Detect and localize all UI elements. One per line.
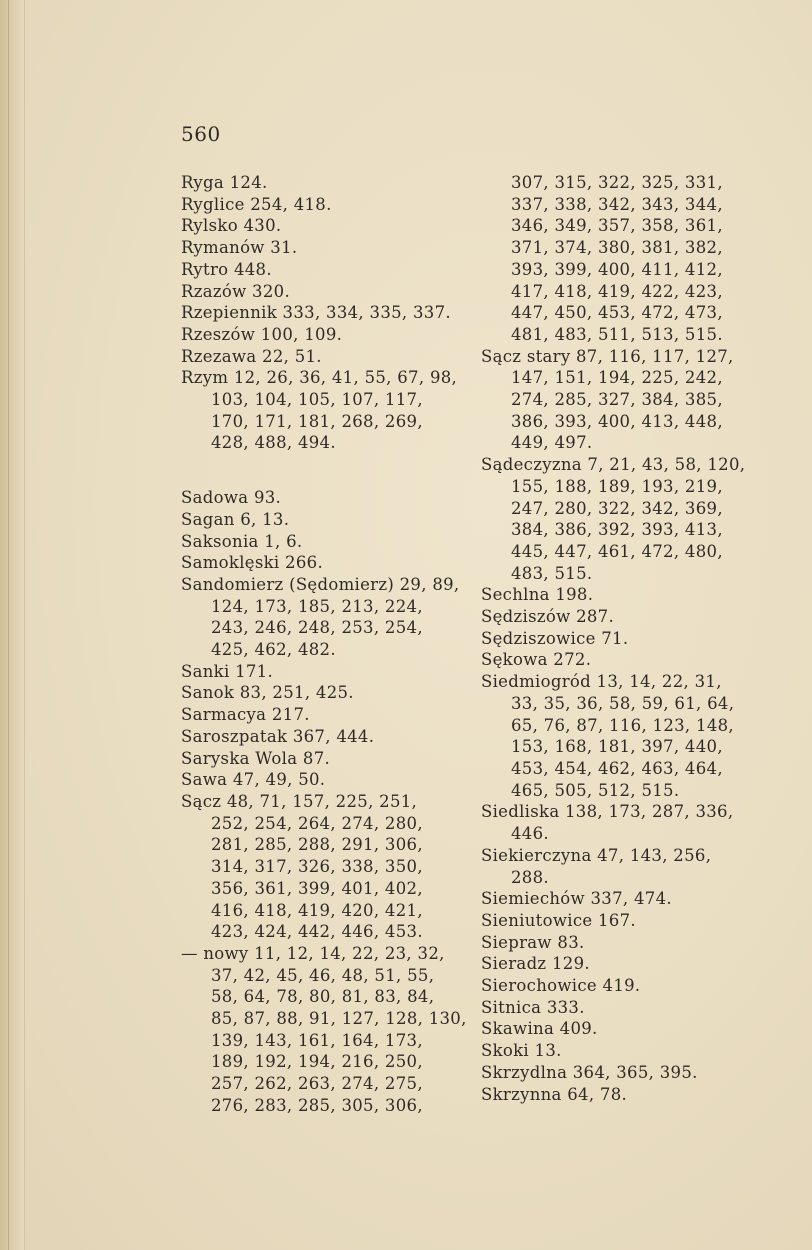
index-entry-continuation-line: 384, 386, 392, 393, 413, bbox=[511, 520, 723, 540]
index-entry-continuation-line: 449, 497. bbox=[511, 433, 593, 453]
index-entry-heading-line: Rzeszów 100, 109. bbox=[181, 324, 343, 344]
index-entry-continuation-line: 417, 418, 419, 422, 423, bbox=[511, 281, 723, 301]
index-entry-heading-line: Sadowa 93. bbox=[181, 488, 282, 508]
index-entry-continuation-line: 446. bbox=[511, 824, 549, 844]
index-entry bbox=[181, 172, 461, 194]
index-entry-heading-line: Rzazów 320. bbox=[181, 281, 290, 301]
index-entry-heading-line: Skawina 409. bbox=[481, 1019, 598, 1039]
index-entry-heading-line: Ryga 124. bbox=[181, 173, 268, 192]
index-entry bbox=[481, 910, 763, 932]
index-entry-heading-line: Siedliska 138, 173, 287, 336, bbox=[481, 802, 734, 822]
index-entry-continuation-line: 170, 171, 181, 268, 269, bbox=[211, 411, 423, 431]
index-entry bbox=[181, 215, 461, 237]
index-entry-continuation-line: 337, 338, 342, 343, 344, bbox=[511, 194, 723, 214]
index-entry-continuation-line: 147, 151, 194, 225, 242, bbox=[511, 368, 723, 388]
index-entry bbox=[181, 704, 461, 726]
index-entry bbox=[181, 194, 461, 216]
page-number: 560 bbox=[181, 122, 221, 146]
index-entry bbox=[481, 606, 763, 628]
index-entry bbox=[181, 367, 461, 454]
index-entry-continuation-line: 257, 262, 263, 274, 275, bbox=[211, 1074, 423, 1094]
index-entry-heading-line: Saryska Wola 87. bbox=[181, 748, 331, 768]
index-entry-heading-line: Sękowa 272. bbox=[481, 650, 592, 670]
index-entry-continuation-line: 386, 393, 400, 413, 448, bbox=[511, 411, 723, 431]
index-entry bbox=[181, 487, 461, 509]
index-entry-heading-line: Rzepiennik 333, 334, 335, 337. bbox=[181, 303, 451, 323]
index-entry-continuation-line: 307, 315, 322, 325, 331, bbox=[511, 173, 723, 192]
index-entry-continuation-line: 393, 399, 400, 411, 412, bbox=[511, 259, 723, 279]
index-entry bbox=[181, 748, 461, 770]
index-entry-heading-line: Sądeczyzna 7, 21, 43, 58, 120, bbox=[481, 455, 746, 475]
index-entry-heading-line: Rymanów 31. bbox=[181, 238, 298, 258]
index-entry-heading-line: Sandomierz (Sędomierz) 29, 89, bbox=[181, 574, 460, 594]
index-entry bbox=[481, 888, 763, 910]
index-entry bbox=[481, 932, 763, 954]
index-entry bbox=[181, 302, 461, 324]
index-entry-heading-line: Samoklęski 266. bbox=[181, 553, 323, 573]
index-entry-heading-line: Sawa 47, 49, 50. bbox=[181, 770, 326, 790]
index-entry-continuation-line: 288. bbox=[511, 867, 549, 887]
index-entry bbox=[481, 454, 763, 584]
index-entry-heading-line: Sanok 83, 251, 425. bbox=[181, 683, 354, 703]
index-entry-continuation-line: 58, 64, 78, 80, 81, 83, 84, bbox=[211, 987, 435, 1007]
index-entry-heading-line: Sagan 6, 13. bbox=[181, 509, 290, 529]
index-entry-continuation-line: 447, 450, 453, 472, 473, bbox=[511, 303, 723, 323]
index-entry-continuation-line: 139, 143, 161, 164, 173, bbox=[211, 1030, 423, 1050]
index-entry-heading-line: Sitnica 333. bbox=[481, 997, 585, 1017]
index-entry-continuation-line: 33, 35, 36, 58, 59, 61, 64, bbox=[511, 693, 735, 713]
index-entry bbox=[481, 801, 763, 844]
index-entry bbox=[181, 346, 461, 368]
index-entry-continuation-line: 281, 285, 288, 291, 306, bbox=[211, 835, 423, 855]
index-entry bbox=[181, 661, 461, 683]
index-entry-heading-line: Saksonia 1, 6. bbox=[181, 531, 303, 551]
index-entry-continuation-line: 356, 361, 399, 401, 402, bbox=[211, 878, 423, 898]
index-entry-continuation-line: 425, 462, 482. bbox=[211, 640, 336, 660]
index-entry bbox=[181, 509, 461, 531]
index-entry bbox=[481, 584, 763, 606]
index-entry-continuation-line: 247, 280, 322, 342, 369, bbox=[511, 498, 723, 518]
index-entry bbox=[181, 531, 461, 553]
index-entry bbox=[481, 845, 763, 888]
index-entry-heading-line: Skrzynna 64, 78. bbox=[481, 1084, 628, 1104]
index-entry bbox=[481, 172, 763, 346]
index-entry bbox=[181, 943, 467, 1117]
index-entry-continuation-line: 65, 76, 87, 116, 123, 148, bbox=[511, 715, 734, 735]
index-entry-continuation-line: 153, 168, 181, 397, 440, bbox=[511, 737, 723, 757]
index-entry bbox=[181, 574, 461, 661]
index-entry bbox=[181, 552, 461, 574]
index-column-left bbox=[181, 172, 467, 1117]
index-entry-heading-line: Skrzydlna 364, 365, 395. bbox=[481, 1062, 698, 1082]
index-entry bbox=[181, 259, 461, 281]
index-entry-continuation-line: 252, 254, 264, 274, 280, bbox=[211, 813, 423, 833]
index-entry bbox=[181, 682, 461, 704]
index-entry-continuation-line: 85, 87, 88, 91, 127, 128, 130, bbox=[211, 1009, 467, 1029]
index-entry-heading-line: Sarmacya 217. bbox=[181, 705, 310, 725]
index-entry bbox=[481, 1084, 763, 1106]
index-entry-continuation-line: 453, 454, 462, 463, 464, bbox=[511, 758, 723, 778]
index-entry-continuation-line: 428, 488, 494. bbox=[211, 433, 336, 453]
index-entry bbox=[481, 975, 763, 997]
index-entry-heading-line: Siedmiogród 13, 14, 22, 31, bbox=[481, 672, 722, 692]
index-entry-heading-line: Sącz stary 87, 116, 117, 127, bbox=[481, 346, 734, 366]
index-entry bbox=[181, 281, 461, 303]
index-entry-heading-line: Sanki 171. bbox=[181, 661, 274, 681]
index-entry-continuation-line: 371, 374, 380, 381, 382, bbox=[511, 238, 723, 258]
index-entry-continuation-line: 274, 285, 327, 384, 385, bbox=[511, 390, 723, 410]
index-entry-heading-line: Ryglice 254, 418. bbox=[181, 194, 332, 214]
index-entry-heading-line: Rytro 448. bbox=[181, 259, 272, 279]
index-entry bbox=[181, 324, 461, 346]
index-entry-heading-line: Sieradz 129. bbox=[481, 954, 590, 974]
index-entry-heading-line: Saroszpatak 367, 444. bbox=[181, 726, 375, 746]
index-entry-heading-line: Sącz 48, 71, 157, 225, 251, bbox=[181, 791, 418, 811]
index-entry-heading-line: Siekierczyna 47, 143, 256, bbox=[481, 845, 712, 865]
index-entry-heading-line: Rylsko 430. bbox=[181, 216, 282, 236]
index-entry-heading-line: Rzezawa 22, 51. bbox=[181, 346, 322, 366]
index-entry bbox=[481, 1040, 763, 1062]
index-entry bbox=[481, 1018, 763, 1040]
index-entry-continuation-line: 189, 192, 194, 216, 250, bbox=[211, 1052, 423, 1072]
index-entry-continuation-line: 37, 42, 45, 46, 48, 51, 55, bbox=[211, 965, 435, 985]
index-entry-continuation-line: 276, 283, 285, 305, 306, bbox=[211, 1095, 423, 1115]
index-entry-heading-line: Sędziszów 287. bbox=[481, 607, 615, 627]
index-entry-continuation-line: 103, 104, 105, 107, 117, bbox=[211, 390, 423, 410]
index-entry-continuation-line: 423, 424, 442, 446, 453. bbox=[211, 922, 423, 942]
index-entry-heading-line: Sędziszowice 71. bbox=[481, 628, 629, 648]
index-entry bbox=[481, 628, 763, 650]
index-entry-heading-line: Sechlna 198. bbox=[481, 585, 594, 605]
index-column-right bbox=[481, 172, 763, 1105]
index-entry-continuation-line: 243, 246, 248, 253, 254, bbox=[211, 618, 423, 638]
index-entry-continuation-line: 483, 515. bbox=[511, 563, 593, 583]
index-entry bbox=[181, 726, 461, 748]
index-entry-heading-line: Siemiechów 337, 474. bbox=[481, 889, 672, 909]
index-entry-heading-line: — nowy 11, 12, 14, 22, 23, 32, bbox=[181, 943, 445, 963]
index-entry-continuation-line: 445, 447, 461, 472, 480, bbox=[511, 541, 723, 561]
index-entry bbox=[181, 769, 461, 791]
index-entry-heading-line: Rzym 12, 26, 36, 41, 55, 67, 98, bbox=[181, 368, 458, 388]
index-entry-continuation-line: 481, 483, 511, 513, 515. bbox=[511, 324, 723, 344]
index-entry bbox=[181, 237, 461, 259]
index-entry bbox=[481, 649, 763, 671]
index-entry-heading-line: Siepraw 83. bbox=[481, 932, 585, 952]
index-entry bbox=[481, 346, 763, 455]
index-entry-heading-line: Skoki 13. bbox=[481, 1041, 562, 1061]
index-entry-heading-line: Sieniutowice 167. bbox=[481, 910, 636, 930]
index-entry bbox=[481, 671, 763, 801]
page-binding-edge bbox=[0, 0, 25, 1250]
index-entry-continuation-line: 124, 173, 185, 213, 224, bbox=[211, 596, 423, 616]
index-entry-continuation-line: 465, 505, 512, 515. bbox=[511, 780, 680, 800]
index-entry-continuation-line: 346, 349, 357, 358, 361, bbox=[511, 216, 723, 236]
index-entry-heading-line: Sierochowice 419. bbox=[481, 976, 641, 996]
index-entry-continuation-line: 155, 188, 189, 193, 219, bbox=[511, 476, 723, 496]
index-entry-continuation-line: 416, 418, 419, 420, 421, bbox=[211, 900, 423, 920]
index-entry bbox=[481, 997, 763, 1019]
index-entry-continuation-line: 314, 317, 326, 338, 350, bbox=[211, 857, 423, 877]
index-entry bbox=[181, 791, 461, 943]
index-entry bbox=[481, 953, 763, 975]
index-entry bbox=[481, 1062, 763, 1084]
section-gap bbox=[181, 454, 461, 487]
